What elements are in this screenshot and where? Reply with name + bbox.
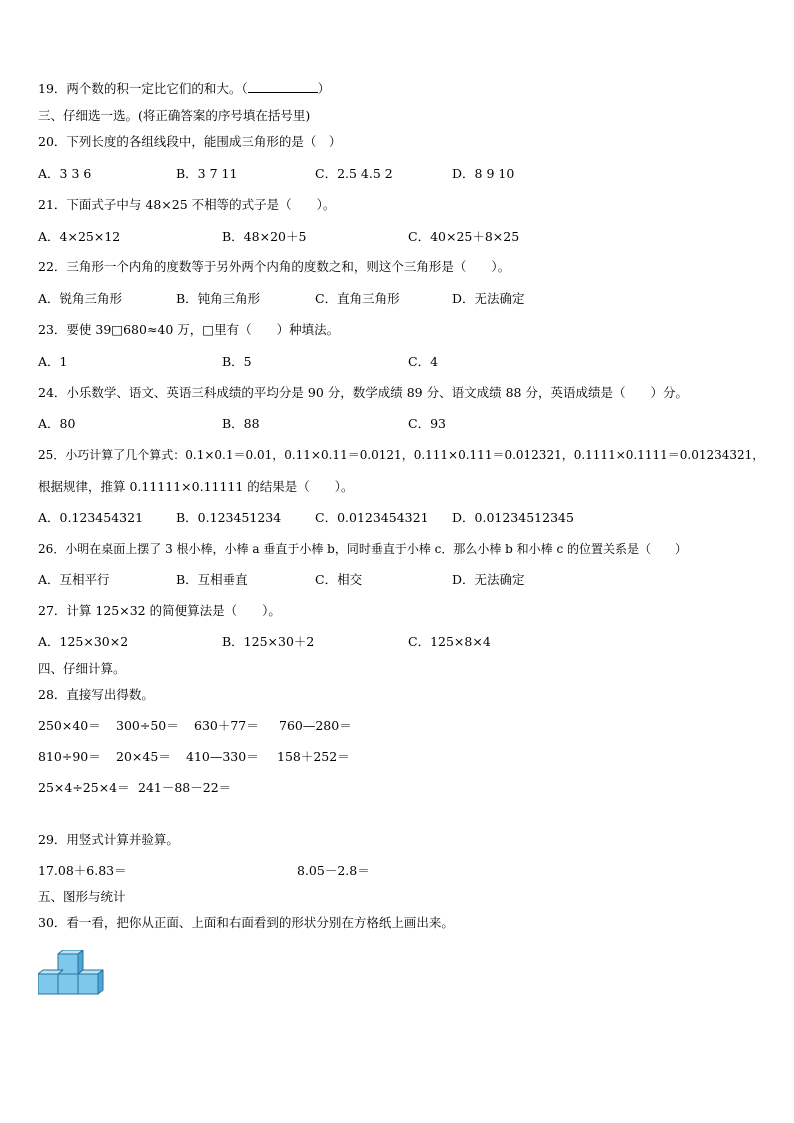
q22-option-a[interactable]: A．锐角三角形	[38, 291, 123, 306]
q28-calc: 810÷90＝	[38, 749, 101, 764]
q28-calc: 241－88－22＝	[138, 780, 232, 795]
q21-stem: 21．下面式子中与 48×25 不相等的式子是（ ）。	[38, 197, 336, 212]
q26-stem: 26．小明在桌面上摆了 3 根小棒，小棒 a 垂直于小棒 b，同时垂直于小棒 c．那么小棒 b 和小棒 c 的位置关系是（ ）	[38, 542, 688, 556]
cube-stack-figure	[38, 950, 108, 999]
q25-option-c[interactable]: C．0.0123454321	[315, 510, 429, 525]
q25-option-a[interactable]: A．0.123454321	[38, 510, 144, 525]
q19	[38, 81, 330, 97]
q22-option-d[interactable]: D．无法确定	[452, 291, 525, 306]
q21-option-a[interactable]: A．4×25×12	[38, 229, 121, 244]
q20-stem: 20．下列长度的各组线段中，能围成三角形的是（ ）	[38, 134, 342, 149]
cube-top-face	[38, 970, 63, 974]
q26-option-b[interactable]: B．互相垂直	[176, 572, 248, 587]
q21-option-b[interactable]: B．48×20＋5	[222, 229, 307, 244]
section-4-heading: 四、仔细计算。	[38, 661, 126, 676]
q30-stem: 30．看一看，把你从正面、上面和右面看到的形状分别在方格纸上画出来。	[38, 915, 454, 930]
q27-option-c[interactable]: C．125×8×4	[408, 634, 491, 649]
cube-front-face	[78, 974, 98, 994]
q28-calc: 20×45＝	[116, 749, 171, 764]
q22-stem: 22．三角形一个内角的度数等于另外两个内角的度数之和，则这个三角形是（ ）。	[38, 259, 511, 274]
q19-answer-blank[interactable]	[248, 81, 318, 93]
q25-stem-line2: 根据规律，推算 0.11111×0.11111 的结果是（ ）。	[38, 479, 354, 494]
q27-option-a[interactable]: A．125×30×2	[38, 634, 129, 649]
cube-side-face	[98, 970, 103, 994]
q24-stem: 24．小乐数学、语文、英语三科成绩的平均分是 90 分，数学成绩 89 分、语文成绩 88 分，英语成绩是（ ）分。	[38, 385, 688, 400]
q20-option-b[interactable]: B．3 7 11	[176, 166, 238, 181]
q24-option-b[interactable]: B．88	[222, 416, 260, 431]
q29-stem: 29．用竖式计算并验算。	[38, 832, 179, 847]
q22-option-c[interactable]: C．直角三角形	[315, 291, 400, 306]
q24-option-a[interactable]: A．80	[38, 416, 76, 431]
q20-option-a[interactable]: A．3 3 6	[38, 166, 92, 181]
q23-option-a[interactable]: A．1	[38, 354, 68, 369]
q29-calc: 17.08＋6.83＝	[38, 863, 127, 878]
q20-option-d[interactable]: D．8 9 10	[452, 166, 515, 181]
cube-front-face	[38, 974, 58, 994]
q25-stem-line1: 25．小巧计算了几个算式：0.1×0.1＝0.01，0.11×0.11＝0.0121，0.111×0.111＝0.012321，0.1111×0.1111＝0.01234321，	[38, 448, 765, 462]
q19-text: 19．两个数的积一定比它们的和大。（	[38, 81, 248, 96]
q28-calc: 158＋252＝	[277, 749, 350, 764]
q28-calc: 250×40＝	[38, 718, 101, 733]
q28-calc: 410—330＝	[186, 749, 259, 764]
q23-option-c[interactable]: C．4	[408, 354, 439, 369]
q25-option-d[interactable]: D．0.01234512345	[452, 510, 574, 525]
section-3-heading: 三、仔细选一选。(将正确答案的序号填在括号里)	[38, 108, 311, 123]
q23-option-b[interactable]: B．5	[222, 354, 252, 369]
cube-front-face	[58, 974, 78, 994]
q28-calc: 630＋77＝	[194, 718, 259, 733]
q25-option-b[interactable]: B．0.123451234	[176, 510, 282, 525]
q27-stem: 27．计算 125×32 的简便算法是（ ）。	[38, 603, 281, 618]
q24-option-c[interactable]: C．93	[408, 416, 446, 431]
q27-option-b[interactable]: B．125×30＋2	[222, 634, 315, 649]
q29-calc: 8.05－2.8＝	[297, 863, 370, 878]
q23-stem: 23．要使 39□680≈40 万，□里有（ ）种填法。	[38, 322, 340, 337]
q26-option-d[interactable]: D．无法确定	[452, 572, 525, 587]
q26-option-c[interactable]: C．相交	[315, 572, 363, 587]
section-5-heading: 五、图形与统计	[38, 889, 126, 904]
q28-stem: 28．直接写出得数。	[38, 687, 154, 702]
q22-option-b[interactable]: B．钝角三角形	[176, 291, 261, 306]
q28-calc: 25×4÷25×4＝	[38, 780, 130, 795]
q20-option-c[interactable]: C．2.5 4.5 2	[315, 166, 393, 181]
q26-option-a[interactable]: A．互相平行	[38, 572, 110, 587]
q28-calc: 300÷50＝	[116, 718, 179, 733]
q28-calc: 760—280＝	[279, 718, 352, 733]
q21-option-c[interactable]: C．40×25＋8×25	[408, 229, 520, 244]
q19-close: ）	[317, 81, 331, 96]
